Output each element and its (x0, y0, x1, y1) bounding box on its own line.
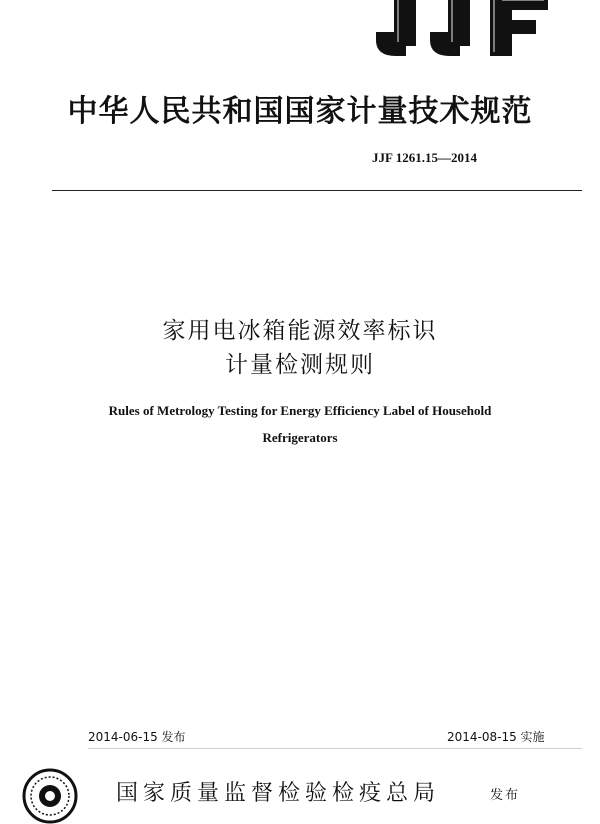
standard-code: JJF 1261.15—2014 (372, 150, 477, 165)
footer-divider (88, 748, 582, 749)
spec-title: 中华人民共和国国家计量技术规范 (67, 94, 533, 129)
issuing-authority-suffix: 发布 (490, 788, 521, 803)
header-divider (52, 190, 582, 191)
jjf-logo (372, 0, 550, 60)
english-title-line-1: Rules of Metrology Testing for Energy Efficiency Label of Household (108, 403, 492, 418)
english-title-line-2: Refrigerators (262, 430, 338, 445)
issuing-authority: 国家质量监督检验检疫总局 (116, 781, 441, 806)
seal-emblem-icon (22, 768, 78, 824)
implementation-date: 2014-08-15 实施 (447, 730, 545, 744)
issue-date: 2014-06-15 发布 (88, 730, 186, 744)
chinese-title-line-1: 家用电冰箱能源效率标识 (162, 318, 438, 344)
chinese-title-line-2: 计量检测规则 (225, 352, 375, 378)
